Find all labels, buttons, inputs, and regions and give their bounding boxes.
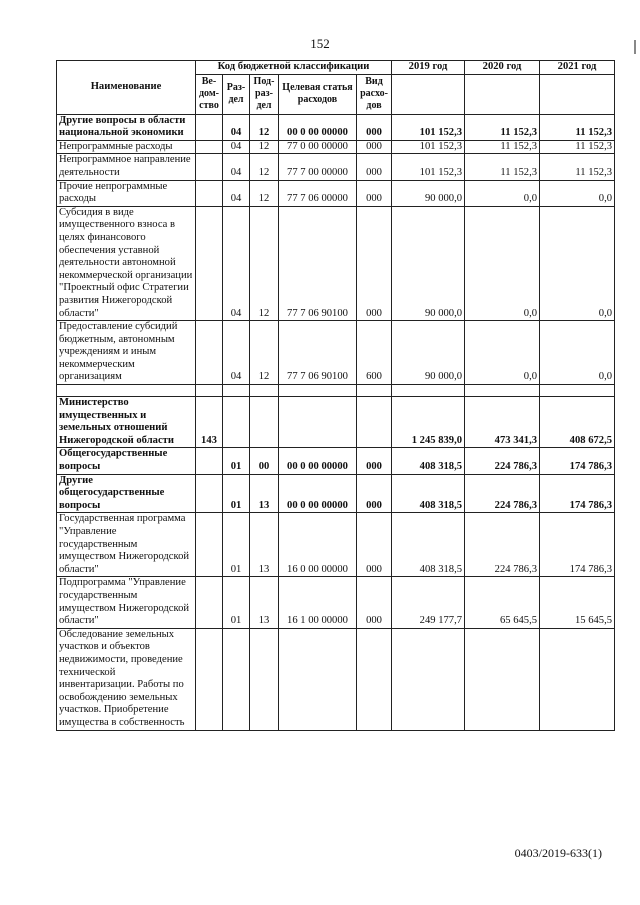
row-ved	[196, 114, 223, 140]
row-2020: 224 786,3	[465, 448, 540, 474]
row-ved	[196, 206, 223, 320]
table-row	[57, 321, 615, 385]
spacer-cell	[250, 385, 279, 397]
spacer-cell	[196, 385, 223, 397]
row-2019: 90 000,0	[392, 321, 465, 385]
row-2019: 101 152,3	[392, 114, 465, 140]
header-name: Наименование	[57, 61, 196, 115]
table-row	[57, 154, 615, 180]
table-row	[57, 628, 615, 730]
row-target: 77 7 00 00000	[279, 154, 357, 180]
row-razdel: 04	[223, 321, 250, 385]
row-2021: 174 786,3	[540, 448, 615, 474]
row-name: Общегосударственные вопросы	[57, 448, 196, 474]
table-row	[57, 513, 615, 577]
row-target: 77 0 00 00000	[279, 140, 357, 154]
header-2019: 2019 год	[392, 61, 465, 75]
row-2021: 174 786,3	[540, 513, 615, 577]
row-2020: 0,0	[465, 180, 540, 206]
row-vid: 000	[357, 154, 392, 180]
header-razdel: Раз-дел	[223, 74, 250, 114]
row-ved	[196, 628, 223, 730]
row-name: Прочие непрограммные расходы	[57, 180, 196, 206]
row-2019: 408 318,5	[392, 513, 465, 577]
row-2019: 101 152,3	[392, 140, 465, 154]
row-razdel: 04	[223, 154, 250, 180]
row-2021: 0,0	[540, 206, 615, 320]
row-vid: 000	[357, 140, 392, 154]
row-podrazdel: 12	[250, 206, 279, 320]
row-2021: 0,0	[540, 321, 615, 385]
row-podrazdel: 13	[250, 474, 279, 513]
row-2019: 90 000,0	[392, 180, 465, 206]
row-podrazdel: 13	[250, 513, 279, 577]
table-row	[57, 397, 615, 448]
row-target	[279, 397, 357, 448]
header-2020: 2020 год	[465, 61, 540, 75]
row-2019: 1 245 839,0	[392, 397, 465, 448]
row-ved	[196, 180, 223, 206]
row-razdel	[223, 628, 250, 730]
row-2020: 0,0	[465, 206, 540, 320]
row-2019: 408 318,5	[392, 474, 465, 513]
row-name: Непрограммное направление деятельности	[57, 154, 196, 180]
row-name: Непрограммные расходы	[57, 140, 196, 154]
row-2019: 249 177,7	[392, 577, 465, 628]
row-name: Государственная программа "Управление государственным имуществом Нижегородской области"	[57, 513, 196, 577]
row-2020: 11 152,3	[465, 114, 540, 140]
row-name: Министерство имущественных и земельных отношений Нижегородской области	[57, 397, 196, 448]
row-razdel	[223, 397, 250, 448]
row-2020: 65 645,5	[465, 577, 540, 628]
row-2020	[465, 628, 540, 730]
row-2020: 224 786,3	[465, 474, 540, 513]
row-ved	[196, 577, 223, 628]
row-name: Субсидия в виде имущественного взноса в целях финансового обеспечения уставной деятельности автономной некоммерческой организации "Проектный офис Стратегии развития Нижегородской области"	[57, 206, 196, 320]
row-podrazdel: 00	[250, 448, 279, 474]
spacer-cell	[465, 385, 540, 397]
header-podrazdel: Под-раз-дел	[250, 74, 279, 114]
header-2019-empty	[392, 74, 465, 114]
header-2020-empty	[465, 74, 540, 114]
row-2021: 11 152,3	[540, 140, 615, 154]
row-2021: 15 645,5	[540, 577, 615, 628]
row-ved	[196, 474, 223, 513]
spacer-cell	[357, 385, 392, 397]
row-razdel: 01	[223, 448, 250, 474]
row-razdel: 04	[223, 206, 250, 320]
row-vid	[357, 628, 392, 730]
table-row	[57, 448, 615, 474]
row-podrazdel	[250, 397, 279, 448]
row-podrazdel: 12	[250, 114, 279, 140]
row-podrazdel: 12	[250, 321, 279, 385]
spacer-cell	[57, 385, 196, 397]
row-razdel: 04	[223, 180, 250, 206]
row-name: Подпрограмма "Управление государственным имуществом Нижегородской области"	[57, 577, 196, 628]
row-2019: 408 318,5	[392, 448, 465, 474]
row-2021: 11 152,3	[540, 154, 615, 180]
row-razdel: 01	[223, 577, 250, 628]
row-target: 77 7 06 90100	[279, 206, 357, 320]
row-name: Другие вопросы в области национальной экономики	[57, 114, 196, 140]
row-podrazdel: 13	[250, 577, 279, 628]
row-2019	[392, 628, 465, 730]
row-vid: 000	[357, 474, 392, 513]
row-razdel: 01	[223, 513, 250, 577]
spacer-cell	[279, 385, 357, 397]
row-2020: 11 152,3	[465, 154, 540, 180]
row-2021: 0,0	[540, 180, 615, 206]
row-vid	[357, 397, 392, 448]
row-target: 16 1 00 00000	[279, 577, 357, 628]
row-2021: 408 672,5	[540, 397, 615, 448]
header-2021: 2021 год	[540, 61, 615, 75]
row-target	[279, 628, 357, 730]
row-ved: 143	[196, 397, 223, 448]
table-row	[57, 140, 615, 154]
table-row	[57, 577, 615, 628]
header-classification: Код бюджетной классификации	[196, 61, 392, 75]
spacer-cell	[540, 385, 615, 397]
row-target: 00 0 00 00000	[279, 114, 357, 140]
row-2020: 11 152,3	[465, 140, 540, 154]
header-target: Целевая статья расходов	[279, 74, 357, 114]
row-podrazdel: 12	[250, 154, 279, 180]
row-vid: 000	[357, 114, 392, 140]
budget-table	[56, 60, 615, 731]
row-name: Другие общегосударственные вопросы	[57, 474, 196, 513]
table-spacer-row	[57, 385, 615, 397]
row-ved	[196, 140, 223, 154]
row-2021: 11 152,3	[540, 114, 615, 140]
row-2019: 90 000,0	[392, 206, 465, 320]
row-ved	[196, 448, 223, 474]
header-vid: Вид расхо-дов	[357, 74, 392, 114]
row-vid: 000	[357, 577, 392, 628]
row-name: Обследование земельных участков и объектов недвижимости, проведение технической инвентаризации. Работы по освобождению земельных участков. Приобретение имущества в собственность	[57, 628, 196, 730]
row-razdel: 01	[223, 474, 250, 513]
row-vid: 600	[357, 321, 392, 385]
row-2021: 174 786,3	[540, 474, 615, 513]
row-2020: 473 341,3	[465, 397, 540, 448]
row-ved	[196, 154, 223, 180]
spacer-cell	[223, 385, 250, 397]
row-ved	[196, 513, 223, 577]
row-razdel: 04	[223, 114, 250, 140]
row-2019: 101 152,3	[392, 154, 465, 180]
row-vid: 000	[357, 448, 392, 474]
spacer-cell	[392, 385, 465, 397]
table-row	[57, 206, 615, 320]
row-2020: 224 786,3	[465, 513, 540, 577]
row-target: 00 0 00 00000	[279, 474, 357, 513]
row-vid: 000	[357, 206, 392, 320]
page-edge-mark	[634, 40, 636, 54]
header-ved: Ве-дом-ство	[196, 74, 223, 114]
table-row	[57, 474, 615, 513]
row-vid: 000	[357, 513, 392, 577]
row-ved	[196, 321, 223, 385]
row-2021	[540, 628, 615, 730]
row-podrazdel: 12	[250, 140, 279, 154]
row-target: 00 0 00 00000	[279, 448, 357, 474]
row-2020: 0,0	[465, 321, 540, 385]
row-razdel: 04	[223, 140, 250, 154]
row-podrazdel: 12	[250, 180, 279, 206]
header-2021-empty	[540, 74, 615, 114]
row-podrazdel	[250, 628, 279, 730]
row-vid: 000	[357, 180, 392, 206]
row-target: 77 7 06 00000	[279, 180, 357, 206]
row-target: 16 0 00 00000	[279, 513, 357, 577]
document-code: 0403/2019-633(1)	[514, 846, 602, 860]
table-row	[57, 114, 615, 140]
row-name: Предоставление субсидий бюджетным, автономным учреждениям и иным некоммерческим организациям	[57, 321, 196, 385]
table-row	[57, 180, 615, 206]
row-target: 77 7 06 90100	[279, 321, 357, 385]
page-number: 152	[310, 36, 330, 51]
